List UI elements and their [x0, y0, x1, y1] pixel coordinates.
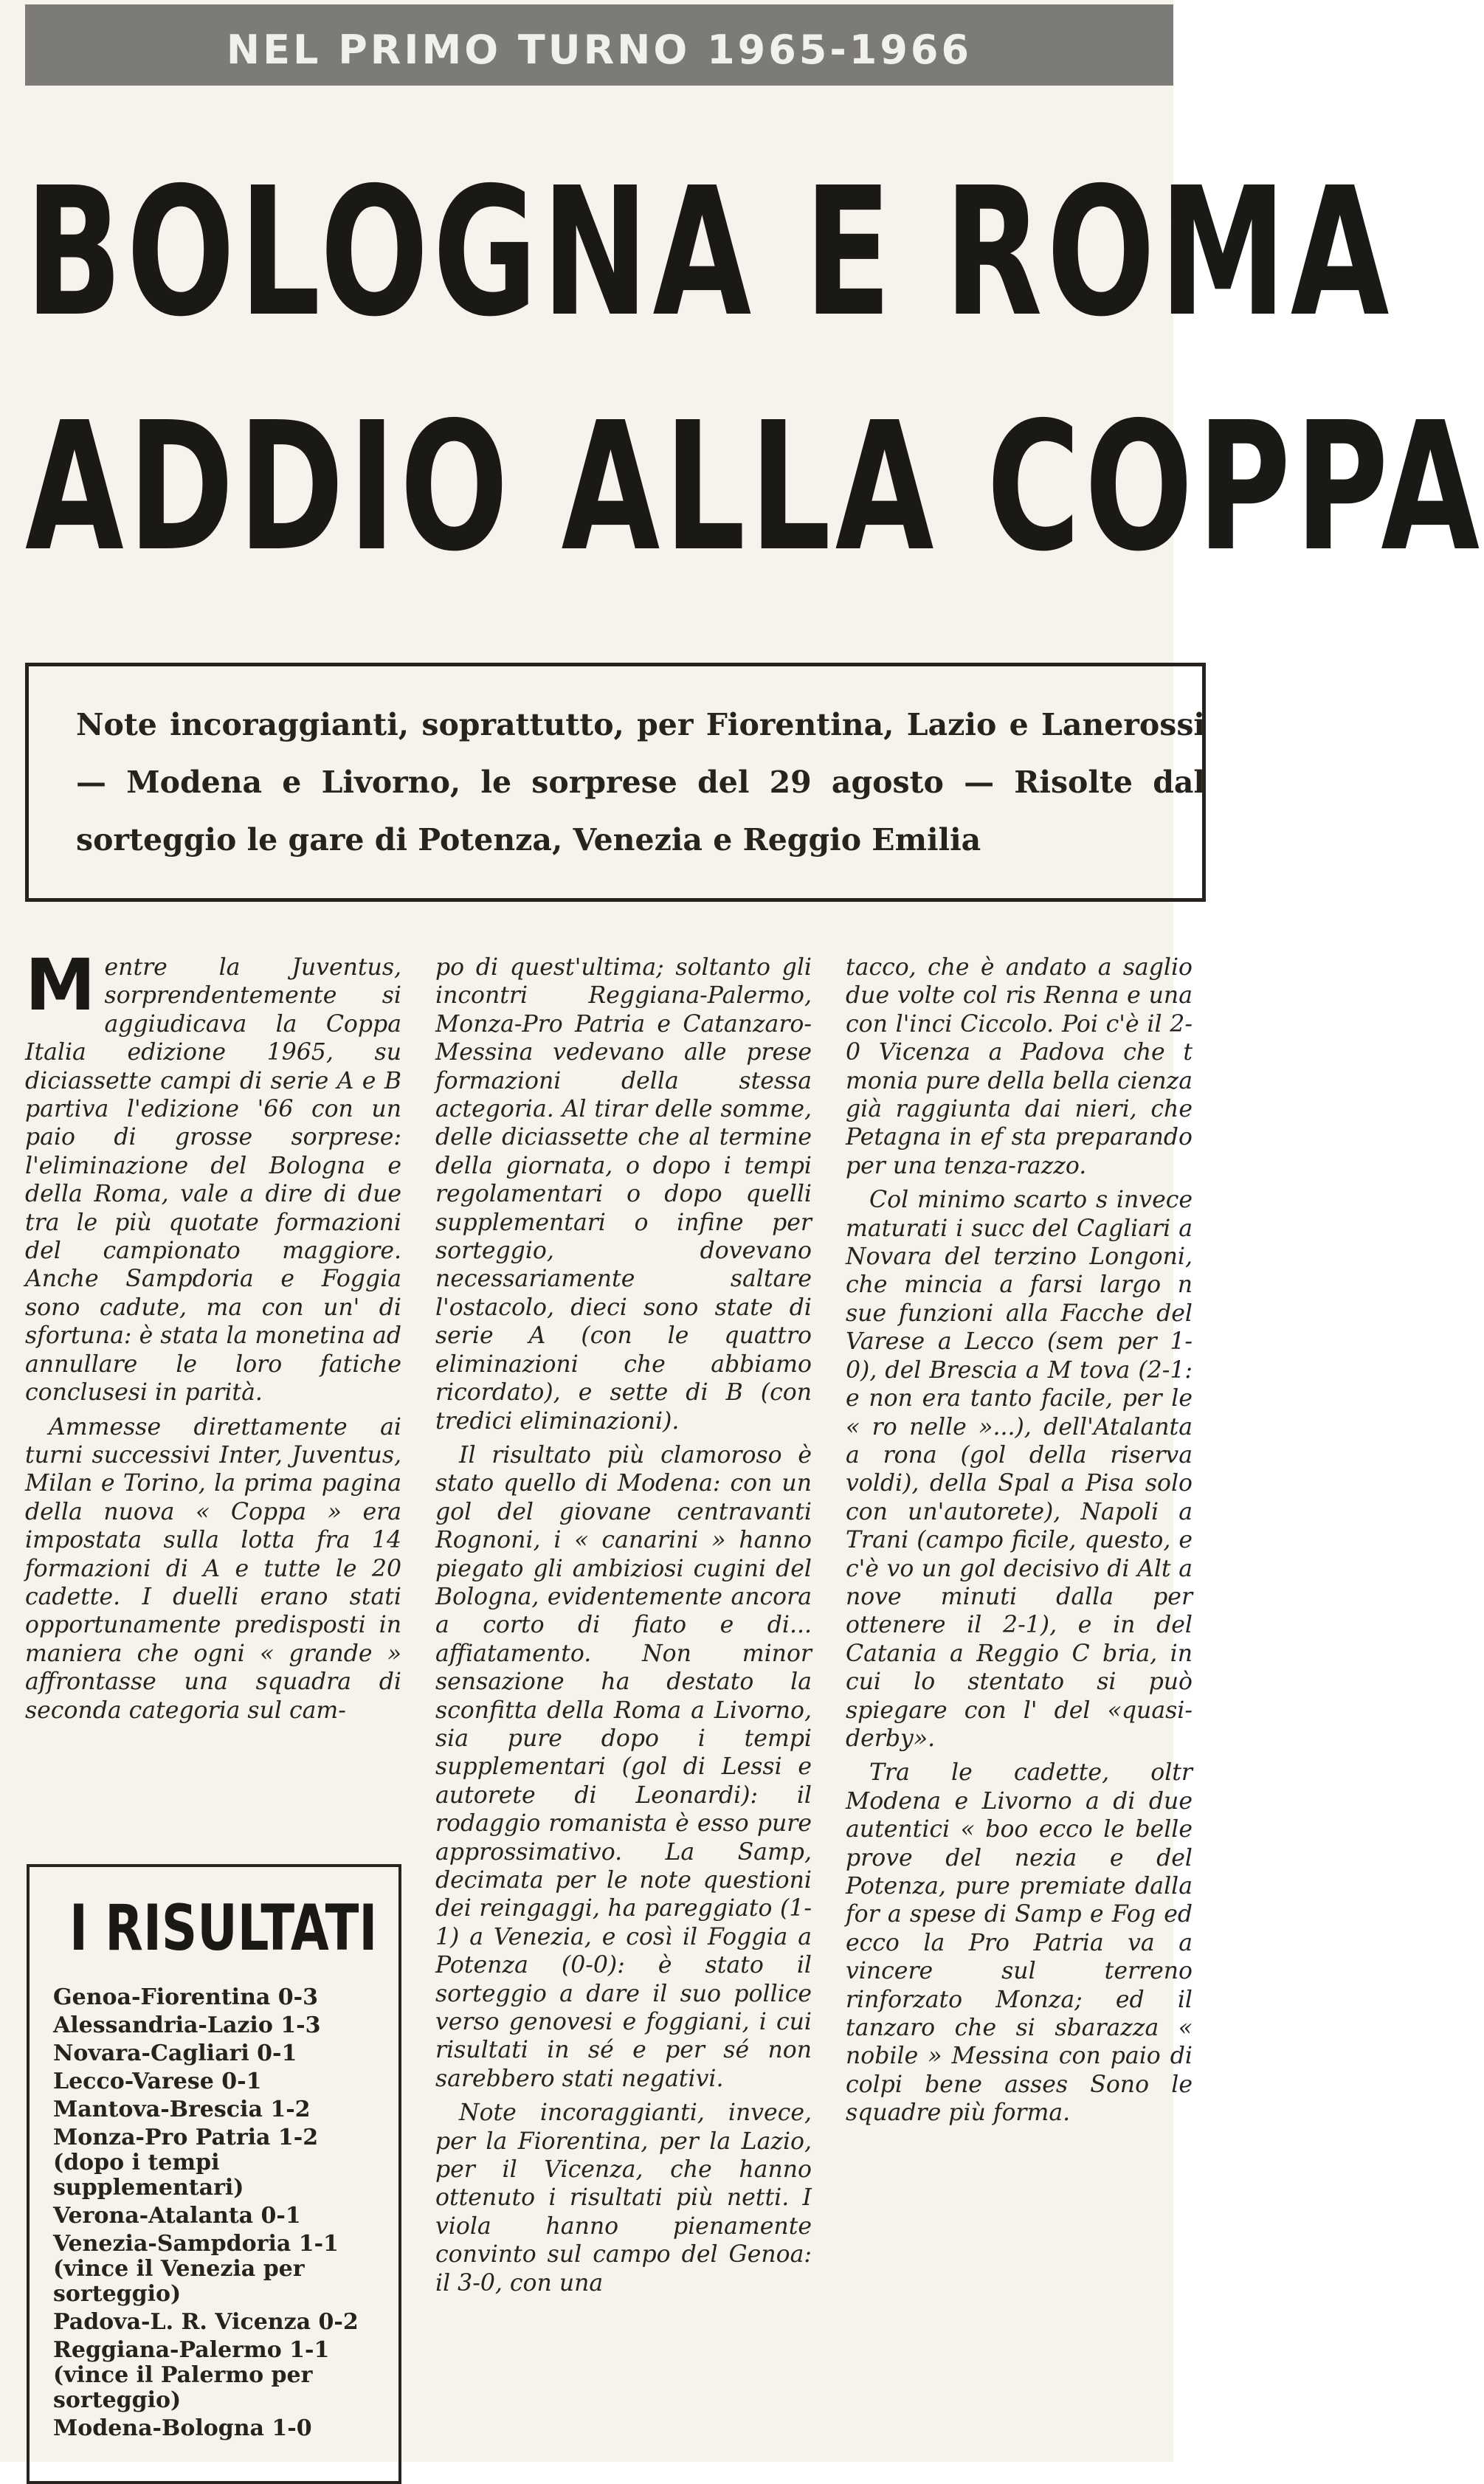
result-item: Venezia-Sampdoria 1-1 (vince il Venezia per sorteggio) [53, 2231, 339, 2307]
summary-box [25, 663, 1206, 902]
summary-text: Note incoraggianti, soprattutto, per Fiorentina, Lazio e Lanerossi — Modena e Livorno, le sorprese del 29 agosto — Risolte dal sorteggio le gare di Potenza, Venezia e Reggio Emilia [76, 707, 1205, 858]
headline-line-1: BOLOGNA E ROMA [25, 149, 1394, 356]
drop-cap: M [25, 944, 96, 1027]
article-column-2 [435, 953, 812, 2459]
result-item: Verona-Atalanta 0-1 [53, 2203, 301, 2229]
result-item: Monza-Pro Patria 1-2 (dopo i tempi supplementari) [53, 2125, 319, 2201]
banner-text: NEL PRIMO TURNO 1965-1966 [226, 27, 973, 73]
article-paragraph: Col minimo scarto s invece maturati i succ del Cagliari a Novara del terzino Longoni, che mincia a farsi largo n sue funzioni alla Facche del Varese a Lecco (sem per 1-0), del Brescia a M tova (2-1: e non era tanto facile, per le « ro nelle »...), dell'Atalanta a rona (gol della riserva voldi), della Spal a Pisa solo con un'autorete), Napoli a Trani (campo ficile, questo, e c'è vo un gol decisivo di Alt a nove minuti dalla per ottenere il 2-1), e in del Catania a Reggio C bria, in cui lo stentato si può spiegare con l' del «quasi-derby». [846, 1187, 1193, 1752]
result-item: Genoa-Fiorentina 0-3 [53, 1984, 318, 2010]
result-item: Novara-Cagliari 0-1 [53, 2040, 297, 2066]
article-paragraph [25, 944, 401, 1407]
article-column-1 [25, 944, 401, 1839]
result-item: Reggiana-Palermo 1-1 (vince il Palermo per sorteggio) [53, 2337, 330, 2413]
article-paragraph: Ammesse direttamente ai turni successivi Inter, Juventus, Milan e Torino, la prima pagina della nuova « Coppa » era impostata sulla lotta fra 14 formazioni di A e tutte le 20 cadette. I duelli erano stati opportunamente predisposti in maniera che ogni « grande » affrontasse una squadra di seconda categoria sul cam- [25, 1413, 401, 1724]
result-item: Padova-L. R. Vicenza 0-2 [53, 2309, 359, 2335]
paragraph-text: entre la Juventus, sorprendentemente si aggiudicava la Coppa Italia edizione 1965, su diciassette campi di serie A e B partiva l'edizione '66 con un paio di grosse sorprese: l'eliminazione del Bologna e della Roma, vale a dire di due tra le più quotate formazioni del campionato maggiore. Anche Sampdoria e Foggia sono cadute, ma con un' di sfortuna: è stata la monetina ad annullare le loro fatiche conclusesi in parità. [25, 954, 401, 1407]
article-paragraph: Note incoraggianti, invece, per la Fiorentina, per la Lazio, per il Vicenza, che hanno ottenuto i risultati più netti. I viola hanno pienamente convinto sul campo del Genoa: il 3-0, con una [435, 2100, 812, 2297]
result-item: Mantova-Brescia 1-2 [53, 2097, 311, 2122]
result-item: Alessandria-Lazio 1-3 [53, 2012, 321, 2038]
article-column-3 [846, 953, 1193, 2459]
result-item: Lecco-Varese 0-1 [53, 2069, 262, 2094]
results-title: I RISULTATI [69, 1891, 378, 1965]
result-item: Modena-Bologna 1-0 [53, 2415, 312, 2441]
article-paragraph: tacco, che è andato a saglio due volte col ris Renna e una con l'inci Ciccolo. Poi c'è il 2-0 Vicenza a Padova che t monia pure della bella cienza già raggiunta dai nieri, che Petagna in ef sta preparando per una tenza-razzo. [846, 954, 1193, 1179]
headline-line-2: ADDIO ALLA COPPA [25, 384, 1484, 590]
section-banner [25, 4, 1173, 86]
article-paragraph: Tra le cadette, oltr Modena e Livorno a di due autentici « boo ecco le belle prove del nezia e del Potenza, pure premiate dalla for a spese di Samp e Fog ed ecco la Pro Patria va a vincere sul terreno rinforzato Monza; ed il tanzaro che si sbarazza « nobile » Messina con paio di colpi bene asses Sono le squadre più forma. [846, 1759, 1193, 2127]
article-paragraph: Il risultato più clamoroso è stato quello di Modena: con un gol del giovane centravanti Rognoni, i « canarini » hanno piegato gli ambiziosi cugini del Bologna, evidentemente ancora a corto di fiato e di... affiatamento. Non minor sensazione ha destato la sconfitta della Roma a Livorno, sia pure dopo i tempi supplementari (gol di Lessi e autorete di Leonardi): il rodaggio romanista è esso pure approssimativo. La Samp, decimata per le note questioni dei reingaggi, ha pareggiato (1-1) a Venezia, e così il Foggia a Potenza (0-0): è stato il sorteggio a dare il suo pollice verso genovesi e foggiani, i cui risultati in sé e per sé non sarebbero stati negativi. [435, 1441, 812, 2092]
results-box [27, 1864, 401, 2484]
results-list [53, 1985, 393, 2444]
article-paragraph: po di quest'ultima; soltanto gli incontri Reggiana-Palermo, Monza-Pro Patria e Catanzaro-Messina vedevano alle prese formazioni della stessa actegoria. Al tirar delle somme, delle diciassette che al termine della giornata, o dopo i tempi regolamentari o dopo quelli supplementari o infine per sorteggio, dovevano necessariamente saltare l'ostacolo, dieci sono state di serie A (con le quattro eliminazioni che abbiamo ricordato), e sette di B (con tredici eliminazioni). [435, 954, 812, 1435]
